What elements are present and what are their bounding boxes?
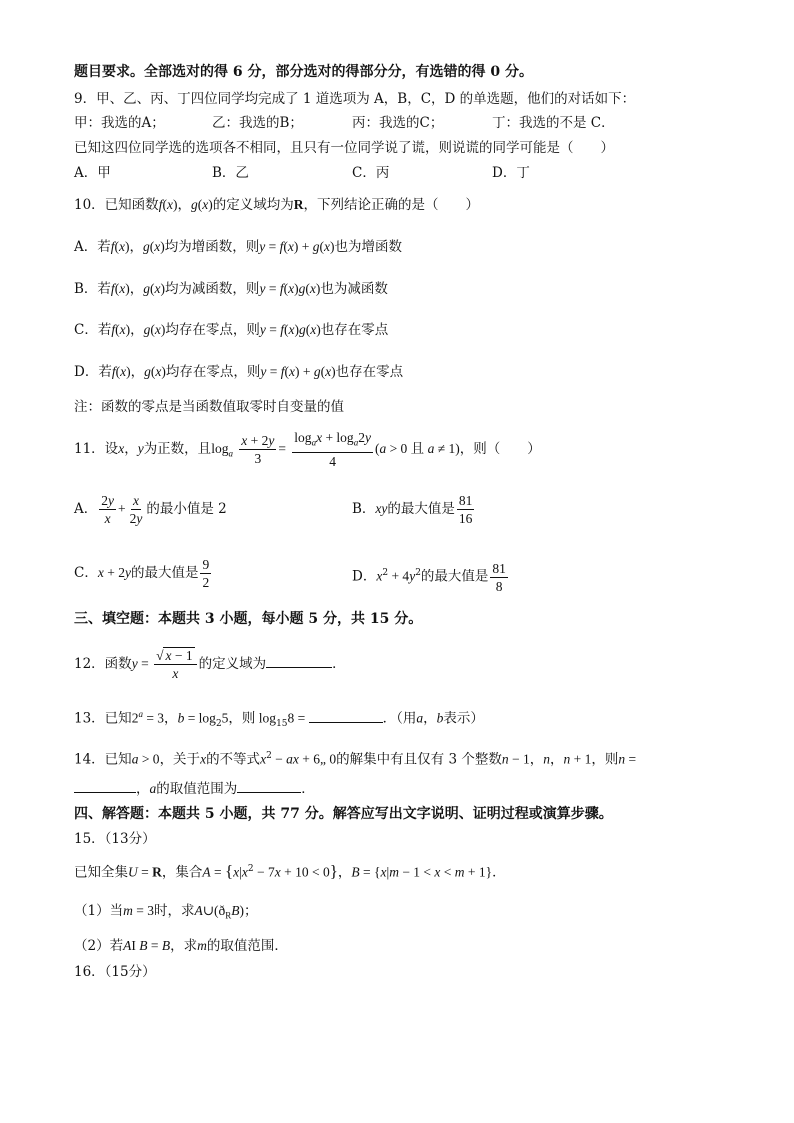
q12-answer-blank[interactable] [266, 653, 332, 668]
q11-option-d: D．$x^2 + 4y^2$的最大值是 $\frac{81}{8}$ [352, 560, 506, 594]
q13-answer-blank[interactable] [309, 708, 383, 723]
section-4-heading: 四、解答题：本题共 5 小题，共 77 分。解答应写出文字说明、证明过程或演算步骤。 [74, 806, 613, 822]
q11-option-c: C．x + 2y的最大值是 $\frac{9}{2}$ [74, 557, 210, 590]
q15-given: 已知全集U = R，集合$A = \{x|x^2 - 7x + 10 < 0\}$，B = {x|m − 1 < x < m + 1}． [74, 861, 506, 881]
q16-title: 16．（15分） [74, 964, 156, 980]
q14-n-blank[interactable] [74, 778, 136, 793]
q14-a-range-blank[interactable] [237, 778, 301, 793]
q9-option-c: C．丙 [352, 165, 390, 181]
scoring-note: 题目要求。全部选对的得 6 分，部分选对的得部分分，有选错的得 0 分。 [74, 64, 533, 80]
q9-dialogue-jia: 甲：我选的A； [74, 115, 165, 131]
q9-dialogue-yi: 乙：我选的B； [212, 115, 303, 131]
q10-option-d: D．若f(x)，g(x)均存在零点，则y = f(x) + g(x)也存在零点 [74, 364, 404, 380]
q12: 12．函数y = $\frac{√ x - 1}{x}$ 的定义域为 ． [74, 648, 346, 681]
q11-option-a: A． $\frac{2y}{x}$ + $\frac{x}{2y}$ 的最小值是 2 [74, 493, 227, 526]
q14-line1: 14．已知a > 0，关于x的不等式$x^2$ − ax + 6„ 0的解集中有且仅有 3 个整数n − 1，n，n + 1，则n = [74, 751, 637, 768]
q15-part1: （1）当m = 3时，求$A\cup(ð_RB)$； [74, 903, 258, 921]
q9-dialogue-bing: 丙：我选的C； [352, 115, 444, 131]
q9-stem: 9．甲、乙、丙、丁四位同学均完成了 1 道选项为 A，B，C，D 的单选题，他们的对话如下： [74, 91, 636, 107]
q9-option-a: A．甲 [74, 165, 111, 181]
q14-line2: ，a的取值范围为 ． [74, 778, 315, 799]
q10-option-b: B．若f(x)，g(x)均为减函数，则y = f(x)g(x)也为减函数 [74, 281, 388, 297]
q10-note: 注：函数的零点是当函数值取零时自变量的值 [74, 399, 344, 415]
q11-stem: 11．设x，y为正数，且$\log_a$ $\frac{x + 2y}{3}$ = $\frac{\log_ax + \log_a2y}{4}$ (a > 0 且 a ≠ 1)，则（ ） [74, 430, 541, 469]
q10-option-c: C．若f(x)，g(x)均存在零点，则y = f(x)g(x)也存在零点 [74, 322, 389, 338]
q11-option-b: B．xy的最大值是 $\frac{81}{16}$ [352, 493, 473, 526]
q9-condition: 已知这四位同学选的选项各不相同，且只有一位同学说了谎，则说谎的同学可能是（ ） [74, 140, 614, 156]
q9-option-d: D．丁 [492, 165, 530, 181]
q13: 13．已知$2^a = 3$，$b = \log_25$，则 $\log_{15}8$ = ．（用a，b表示） [74, 709, 484, 730]
q10-option-a: A．若f(x)，g(x)均为增函数，则y = f(x) + g(x)也为增函数 [74, 239, 403, 255]
q15-part2: （2）若AI B = B，求m的取值范围． [74, 938, 288, 954]
section-3-heading: 三、填空题：本题共 3 小题，每小题 5 分，共 15 分。 [74, 611, 423, 627]
q10-stem: 10．已知函数f(x)，g(x)的定义域均为R，下列结论正确的是（ ） [74, 197, 479, 213]
q15-title: 15．（13分） [74, 831, 156, 847]
q9-dialogue-ding: 丁：我选的不是 C． [492, 115, 615, 131]
q9-option-b: B．乙 [212, 165, 249, 181]
